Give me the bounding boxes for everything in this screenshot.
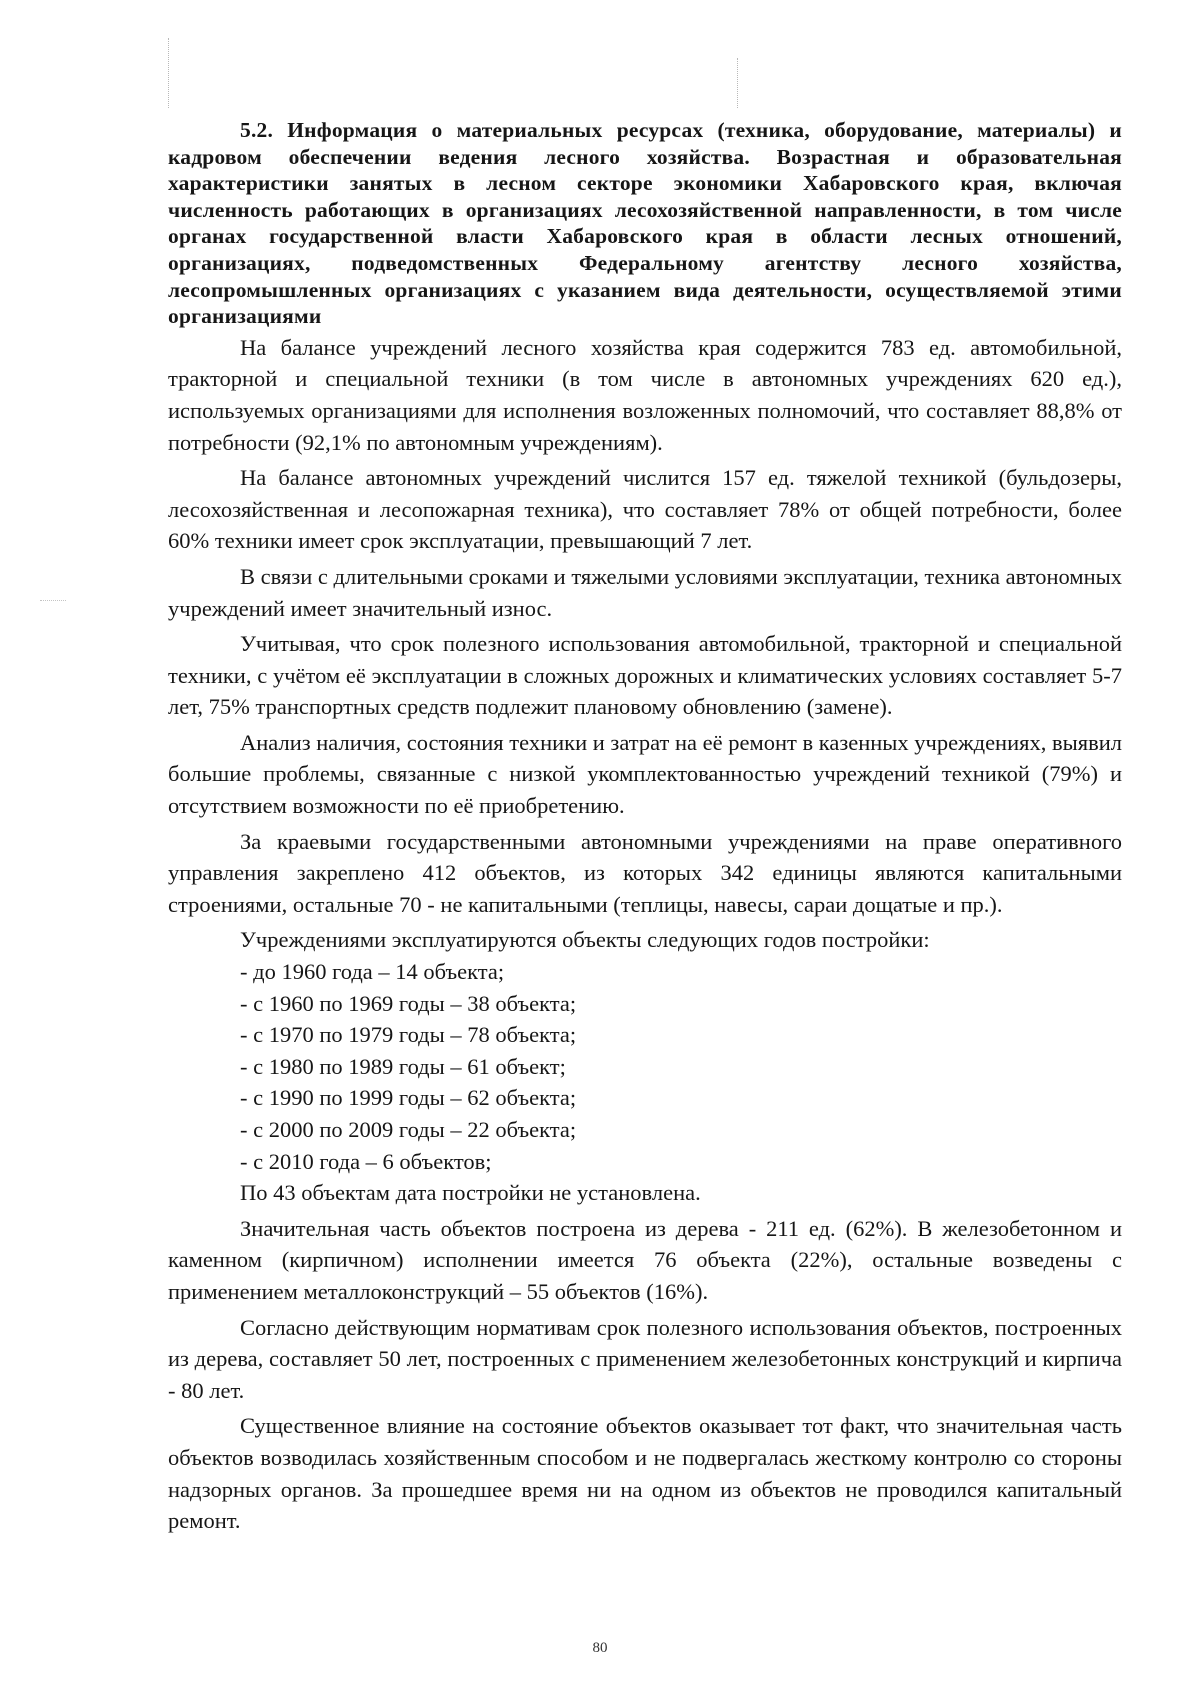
document-body bbox=[168, 117, 1122, 1541]
paragraph: На балансе автономных учреждений числится 157 ед. тяжелой техникой (бульдозеры, лесохозяйственная и лесопожарная техника), что составляет 78% от общей потребности, более 60% техники имеет срок эксплуатации, превышающий 7 лет. bbox=[168, 465, 1122, 554]
list-item: - с 2010 года – 6 объектов; bbox=[240, 1148, 492, 1174]
section-heading: 5.2. Информация о материальных ресурсах (техника, оборудование, материалы) и кадровом обеспечении ведения лесного хозяйства. Возрастная и образовательная характеристики занятых в лесном секторе экономики Хабаровского края, включая численность работающих в организациях лесохозяйственной направленности, в том числе органах государственной власти Хабаровского края в области лесных отношений, организациях, подведомственных Федеральному агентству лесного хозяйства, лесопромышленных организациях с указанием вида деятельности, осуществляемой этими организациями bbox=[168, 118, 1122, 329]
list-item: - с 1980 по 1989 годы – 61 объект; bbox=[240, 1053, 566, 1079]
page-number: 80 bbox=[592, 1640, 608, 1656]
paragraph: Значительная часть объектов построена из дерева - 211 ед. (62%). В железобетонном и каменном (кирпичном) исполнении имеется 76 объекта (22%), остальные возведены с применением металлоконструкций – 55 объектов (16%). bbox=[168, 1215, 1122, 1304]
paragraph: В связи с длительными сроками и тяжелыми условиями эксплуатации, техника автономных учреждений имеет значительный износ. bbox=[168, 563, 1122, 621]
list-item: - до 1960 года – 14 объекта; bbox=[240, 959, 505, 985]
paragraph: Учитывая, что срок полезного использования автомобильной, тракторной и специальной техники, с учётом её эксплуатации в сложных дорожных и климатических условиях составляет 5-7 лет, 75% транспортных средств подлежит плановому обновлению (замене). bbox=[168, 631, 1122, 720]
list-item: - с 2000 по 2009 годы – 22 объекта; bbox=[240, 1117, 577, 1142]
paragraph: Согласно действующим нормативам срок полезного использования объектов, построенных из дерева, составляет 50 лет, построенных с применением железобетонных конструкций и кирпича - 80 лет. bbox=[168, 1314, 1122, 1403]
paragraph: За краевыми государственными автономными учреждениями на праве оперативного управления закреплено 412 объектов, из которых 342 единицы являются капитальными строениями, остальные 70 - не капитальными (теплицы, навесы, сараи дощатые и пр.). bbox=[168, 828, 1122, 917]
list-item: - с 1970 по 1979 годы – 78 объекта; bbox=[240, 1022, 577, 1048]
scan-mark-dots bbox=[40, 600, 66, 601]
paragraph: Анализ наличия, состояния техники и затрат на её ремонт в казенных учреждениях, выявил большие проблемы, связанные с низкой укомплектованностью учреждений техникой (79%) и отсутствием возможности по её приобретению. bbox=[168, 729, 1122, 819]
paragraph: Существенное влияние на состояние объектов оказывает тот факт, что значительная часть объектов возводилась хозяйственным способом и не подвергалась жесткому контролю со стороны надзорных органов. За прошедшее время ни на одном из объектов не проводился капитальный ремонт. bbox=[168, 1413, 1122, 1534]
construction-years-list bbox=[168, 956, 1122, 1177]
paragraph: Учреждениями эксплуатируются объекты следующих годов постройки: bbox=[240, 927, 930, 953]
list-item: - с 1990 по 1999 годы – 62 объекта; bbox=[240, 1085, 577, 1111]
scan-mark-right bbox=[737, 58, 738, 108]
paragraph: По 43 объектам дата постройки не установлена. bbox=[240, 1180, 701, 1206]
scan-mark-left bbox=[168, 38, 169, 108]
paragraph: На балансе учреждений лесного хозяйства края содержится 783 ед. автомобильной, тракторной и специальной техники (в том числе в автономных учреждениях 620 ед.), используемых организациями для исполнения возложенных полномочий, что составляет 88,8% от потребности (92,1% по автономным учреждениям). bbox=[168, 334, 1122, 455]
list-item: - с 1960 по 1969 годы – 38 объекта; bbox=[240, 990, 577, 1016]
